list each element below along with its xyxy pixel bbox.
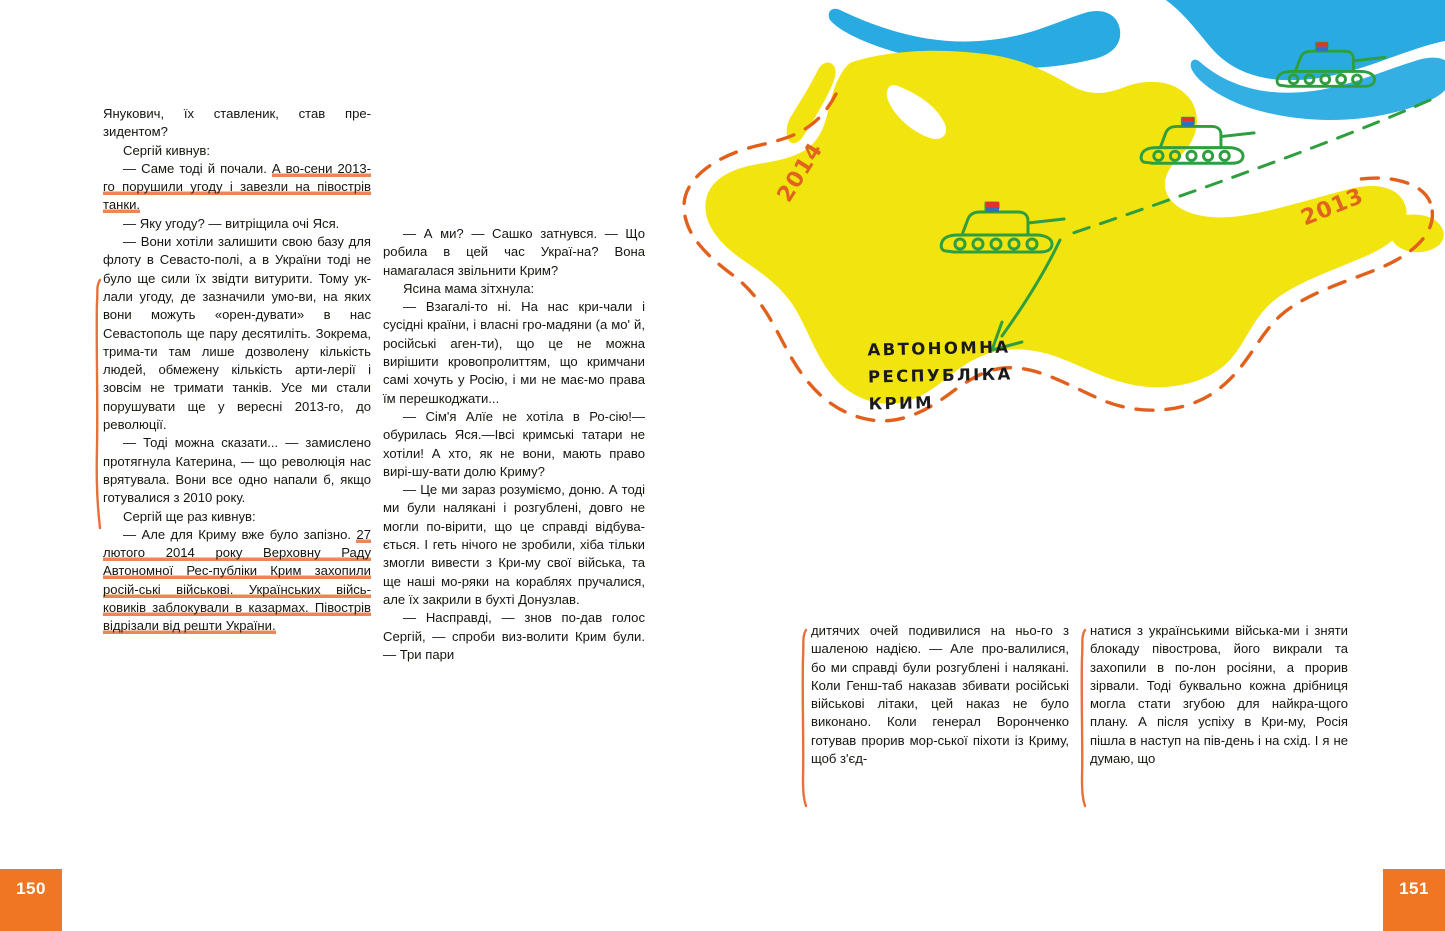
paragraph: Янукович, їх ставленик, став пре-зидентом? <box>103 106 371 140</box>
paragraph: — Насправді, — знов по-дав голос Сергій, — спроби виз-волити Крим були. — Три пари <box>383 610 645 662</box>
margin-bracket-1 <box>94 278 101 530</box>
paragraph: — Вони хотіли залишити свою базу для флоту в Севасто-полі, а в України тоді не було ще сили їх звідти витурити. Тому ук-лали угоду, де зазначили умо-ви, на яких вони можуть «орен-дувати» в нас Севастополь ще пару десятиліть. Зокрема, трима-ти там лише дозволену кількість людей, обмежену кількість арти-лерії і зовсім не тримати танків. Усе ми стали порушувати ще у вересні 2013-го, до революції. <box>103 234 371 433</box>
map-region-label: АВТОНОМНА РЕСПУБЛІКА КРИМ <box>867 337 1013 414</box>
margin-bracket-3 <box>1079 628 1086 808</box>
year-label-2014: 2014 <box>772 138 829 207</box>
page-number-right: 151 <box>1383 869 1445 931</box>
left-column-1 <box>103 105 371 636</box>
page-number-left: 150 <box>0 869 62 931</box>
paragraph: — А ми? — Сашко затнувся. — Що робила в цей час Украї-на? Вона намагалася звільнити Крим? <box>383 226 645 278</box>
paragraph: — Взагалі-то ні. На нас кри-чали і сусідні країни, і власні гро-мадяни (а мо' й, російські аген-ти), що це не можна вирішити кровопролиттям, що кримчани самі хочуть у Росію, і ми не має-мо права їм перешкоджати... <box>383 299 645 406</box>
paragraph: — Сім'я Алїе не хотіла в Ро-сію!—обурилась Яся.—Івсі кримські татари не хотіли! А хто, як не вони, мають право вирі-шу-вати долю Криму? <box>383 408 645 479</box>
crimea-map-illustration <box>640 0 1445 610</box>
paragraph: Сергій кивнув: <box>123 142 211 158</box>
paragraph: — Але для Криму вже було запізно. 27 лютого 2014 року Верховну Раду Автономної Рес-публіки Крим захопили росій-ські військові. Українських війсь-ковиків заблокували в казармах. Півострів відрізали від решти України. <box>103 526 371 634</box>
paragraph: Ясина мама зітхнула: <box>403 280 535 296</box>
paragraph: — Саме тоді й почали. А во-сени 2013-го порушили угоду і завезли на півострів танки. <box>103 160 371 213</box>
highlighted-text: 27 лютого 2014 року Верховну Раду Автономної Рес-публіки Крим захопили росій-ські військові. Українських війсь-ковиків заблокували в казармах. Півострів відрізали від решти України. <box>103 526 371 634</box>
paragraph: — Це ми зараз розуміємо, доню. А тоді ми були налякані і розгублені, довго не могли по-вірити, що це справді відбува-ється. І геть нічого не зробили, хіба тільки змогли вивести з Кри-му свої війська, та ще наші мо-ряки на кораблях пручалися, але їх закрили в бухті Донузлав. <box>383 482 645 607</box>
highlighted-text: А во-сени 2013-го порушили угоду і завезли на півострів танки. <box>103 160 371 213</box>
margin-bracket-2 <box>800 628 807 808</box>
year-label-2013: 2013 <box>1297 183 1368 232</box>
paragraph: натися з українськими війська-ми і зняти блокаду півострова, його викрали та захопили в по-лон росіяни, а прорив зірвали. Тоді буквально кожна дрібниця могла стати згубою для найкра-щого плану. А після успіху в Кри-му, Росія пішла в наступ на пів-день і на схід. І я не думаю, що <box>1090 623 1348 767</box>
paragraph: — Тоді можна сказати... — замислено протягнула Катерина, — що революція нас врятувала. Вони все одно напали б, якщо готувалися з 2010 року. <box>103 435 371 506</box>
paragraph: — Яку угоду? — витріщила очі Яся. <box>123 215 340 231</box>
paragraph: Сергій ще раз кивнув: <box>123 508 256 524</box>
right-column-2 <box>1090 622 1348 768</box>
left-column-2 <box>383 225 645 664</box>
paragraph: дитячих очей подивилися на ньо-го з шаленою надією. — Але про-валилися, бо ми справді були розгублені і налякані. Коли Генш-таб наказав збивати російські військові літаки, цей наказ не було виконано. Коли генерал Воронченко готував прорив мор-ської піхоти із Криму, щоб з'єд- <box>811 623 1069 767</box>
right-column-1 <box>811 622 1069 768</box>
